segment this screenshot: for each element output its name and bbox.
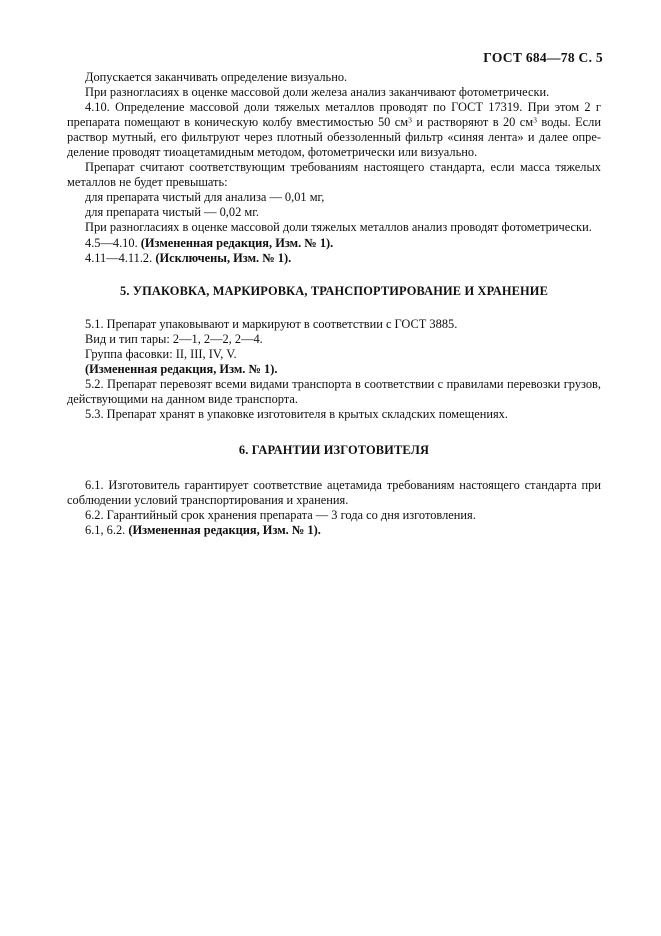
paragraph-amendment-4-5-4-10 [67,236,601,251]
paragraph-conformance: Препарат считают соответствующим требованиям настоящего стандарта, если масса тяжелых металлов не будет превышать: [67,160,601,190]
section-6-heading: 6. ГАРАНТИИ ИЗГОТОВИТЕЛЯ [238,442,430,457]
clause-range-6-1-6-2: 6.1, 6.2. [85,523,129,538]
cubic-superscript-1: 3 [408,115,412,125]
paragraph-clause-4-10 [67,100,601,160]
cubic-superscript-2: 3 [533,115,537,125]
clause-4-10-text-b: и растворяют в 20 см [411,115,534,130]
paragraph-clause-5-3: 5.3. Препарат хранят в упаковке изготовителя в крытых складских помещениях. [85,406,508,421]
clause-range-4-5-4-10: 4.5—4.10. [85,235,141,250]
amendment-note-revised: (Измененная редакция, Изм. № 1). [140,235,334,250]
paragraph-section6-amendment-note [67,523,601,538]
spacer-after-section-5-heading [67,299,601,317]
spacer-before-section-5 [67,266,601,284]
paragraph-clause-5-1: 5.1. Препарат упаковывают и маркируют в соответствии с ГОСТ 3885. [85,316,458,331]
paragraph-clause-6-2: 6.2. Гарантийный срок хранения препарата — 3 года со дня изготовления. [85,508,476,523]
paragraph-amendment-4-11-4-11-2 [67,251,601,266]
paragraph-heavy-metals-dispute: При разногласиях в оценке массовой доли тяжелых металлов анализ проводят фотометрически. [85,220,592,235]
amendment-note-revised-section6: (Измененная редакция, Изм. № 1). [128,523,321,538]
paragraph-packaging-type: Вид и тип тары: 2—1, 2—2, 2—4. [85,331,263,346]
spacer-after-section-6-heading [67,458,601,478]
paragraph-packaging-group: Группа фасовки: II, III, IV, V. [85,346,237,361]
clause-4-10-text-c: воды. Если раствор мутный, его фильтруют через плотный обеззоленный фильтр «синяя лента» и далее опре-деление проводят тиоацетамидным методом, фотометрически или визуально. [67,115,601,160]
clause-range-4-11-4-11-2: 4.11—4.11.2. [85,250,156,265]
spacer-before-section-6 [67,422,601,443]
page-header [61,42,603,64]
paragraph-clause-6-1: 6.1. Изготовитель гарантирует соответствие ацетамида требованиям настоящего стандарта при соблюдении условий транспортирования и хранения. [67,478,601,508]
paragraph-clause-5-2: 5.2. Препарат перевозят всеми видами транспорта в соответствии с правилами перевозки грузов, действующими на данном виде транспорта. [67,376,601,406]
header-rule [61,64,603,65]
page-header-text: ГОСТ 684—78 С. 5 [483,49,603,65]
document-body [67,70,601,538]
paragraph-limit-analytical-grade: для препарата чистый для анализа — 0,01 мг, [85,190,325,205]
paragraph-section5-amendment-note: (Измененная редакция, Изм. № 1). [85,361,278,376]
paragraph-allow-visual: Допускается заканчивать определение визуально. [85,70,348,84]
section-5-heading: 5. УПАКОВКА, МАРКИРОВКА, ТРАНСПОРТИРОВАНИЕ И ХРАНЕНИЕ [119,283,549,298]
amendment-note-excluded: (Исключены, Изм. № 1). [155,250,292,265]
paragraph-limit-pure-grade: для препарата чистый — 0,02 мг. [85,205,260,220]
clause-4-10-text-a: 4.10. Определение массовой доли тяжелых металлов проводят по ГОСТ 17319. При этом 2 г препарата помещают в коническую колбу вместимостью 50 см [67,100,601,130]
paragraph-iron-dispute: При разногласиях в оценке массовой доли железа анализ заканчивают фотометрически. [85,85,550,100]
